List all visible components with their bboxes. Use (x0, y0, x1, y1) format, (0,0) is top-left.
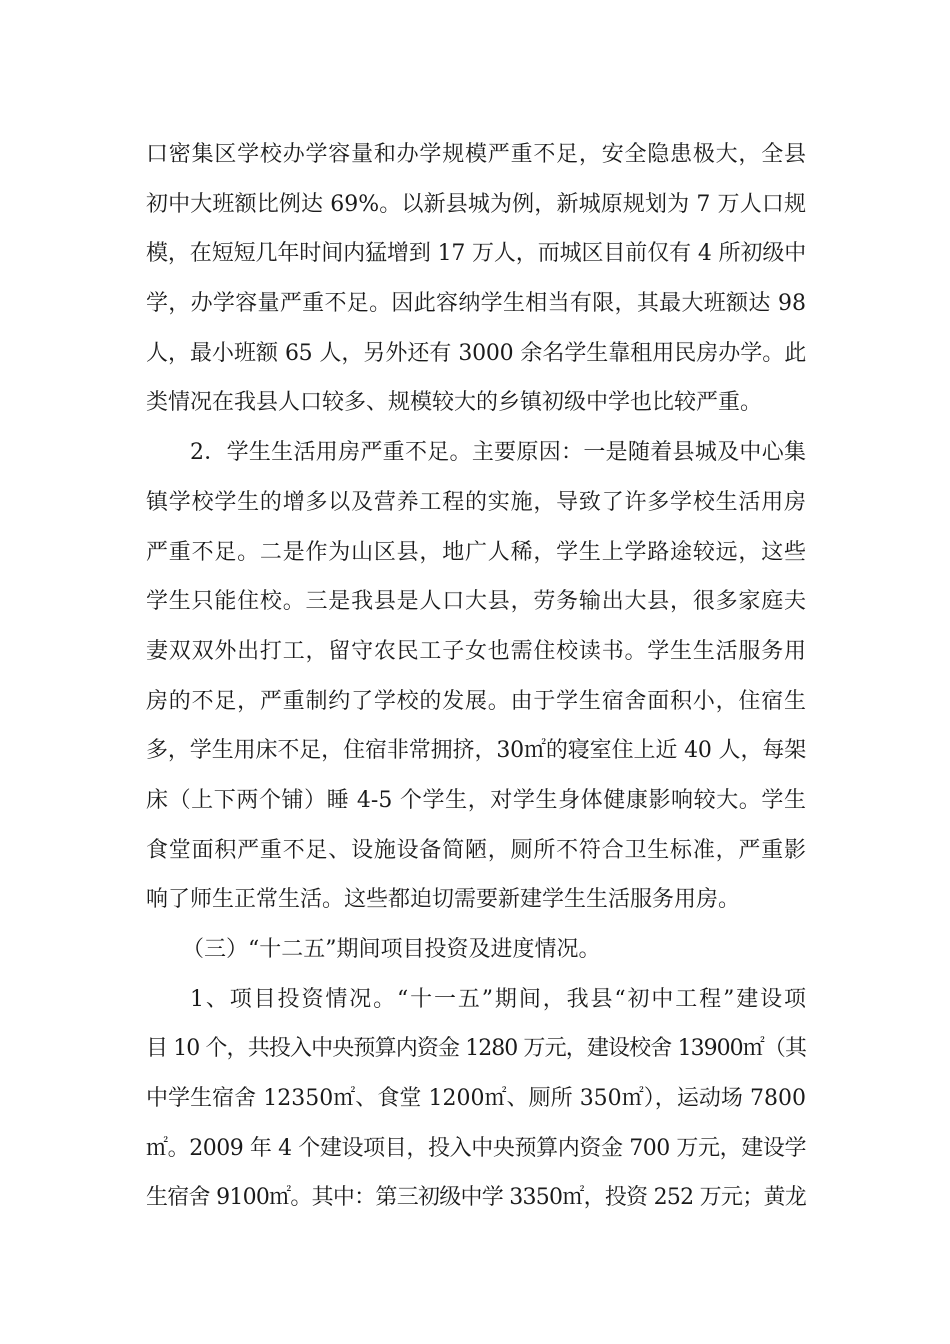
text-line: 多，学生用床不足，住宿非常拥挤，30㎡的寝室住上近 40 人，每架 (146, 738, 806, 764)
text-line: 床（上下两个铺）睡 4-5 个学生，对学生身体健康影响较大。学生 (146, 787, 806, 813)
text-line: 类情况在我县人口较多、规模较大的乡镇初级中学也比较严重。 (146, 390, 763, 416)
text-line: 学，办学容量严重不足。因此容纳学生相当有限，其最大班额达 98 (146, 291, 806, 317)
section-heading: （三）“十二五”期间项目投资及进度情况。 (182, 937, 601, 962)
text-line: 口密集区学校办学容量和办学规模严重不足，安全隐患极大，全县 (146, 142, 806, 167)
text-line: 食堂面积严重不足、设施设备简陋，厕所不符合卫生标准，严重影 (146, 837, 806, 863)
text-line: ㎡。2009 年 4 个建设项目，投入中央预算内资金 700 万元，建设学 (146, 1135, 806, 1161)
text-line: 目 10 个，共投入中央预算内资金 1280 万元，建设校舍 13900㎡（其 (146, 1036, 806, 1062)
text-line: 房的不足，严重制约了学校的发展。由于学生宿舍面积小，住宿生 (146, 688, 806, 714)
text-line: 人，最小班额 65 人，另外还有 3000 余名学生靠租用民房办学。此 (146, 340, 806, 366)
text-line: 学生只能住校。三是我县是人口大县，劳务输出大县，很多家庭夫 (146, 589, 806, 615)
text-line: 初中大班额比例达 69%。以新县城为例，新城原规划为 7 万人口规 (146, 191, 806, 217)
text-line: 生宿舍 9100㎡。其中：第三初级中学 3350㎡，投资 252 万元；黄龙 (146, 1185, 806, 1211)
text-line: 镇学校学生的增多以及营养工程的实施，导致了许多学校生活用房 (146, 489, 806, 515)
text-line: 响了师生正常生活。这些都迫切需要新建学生生活服务用房。 (146, 887, 741, 913)
paragraph-start-line: 2．学生生活用房严重不足。主要原因：一是随着县城及中心集 (190, 440, 806, 466)
paragraph-start-line: 1、项目投资情况。“十一五”期间，我县“初中工程”建设项 (190, 986, 806, 1012)
text-line: 严重不足。二是作为山区县，地广人稀，学生上学路途较远，这些 (146, 539, 806, 565)
text-line: 模，在短短几年时间内猛增到 17 万人，而城区目前仅有 4 所初级中 (146, 241, 806, 267)
text-line: 中学生宿舍 12350㎡、食堂 1200㎡、厕所 350㎡），运动场 7800 (146, 1086, 806, 1112)
text-line: 妻双双外出打工，留守农民工子女也需住校读书。学生生活服务用 (146, 638, 806, 664)
document-body (146, 130, 806, 1223)
